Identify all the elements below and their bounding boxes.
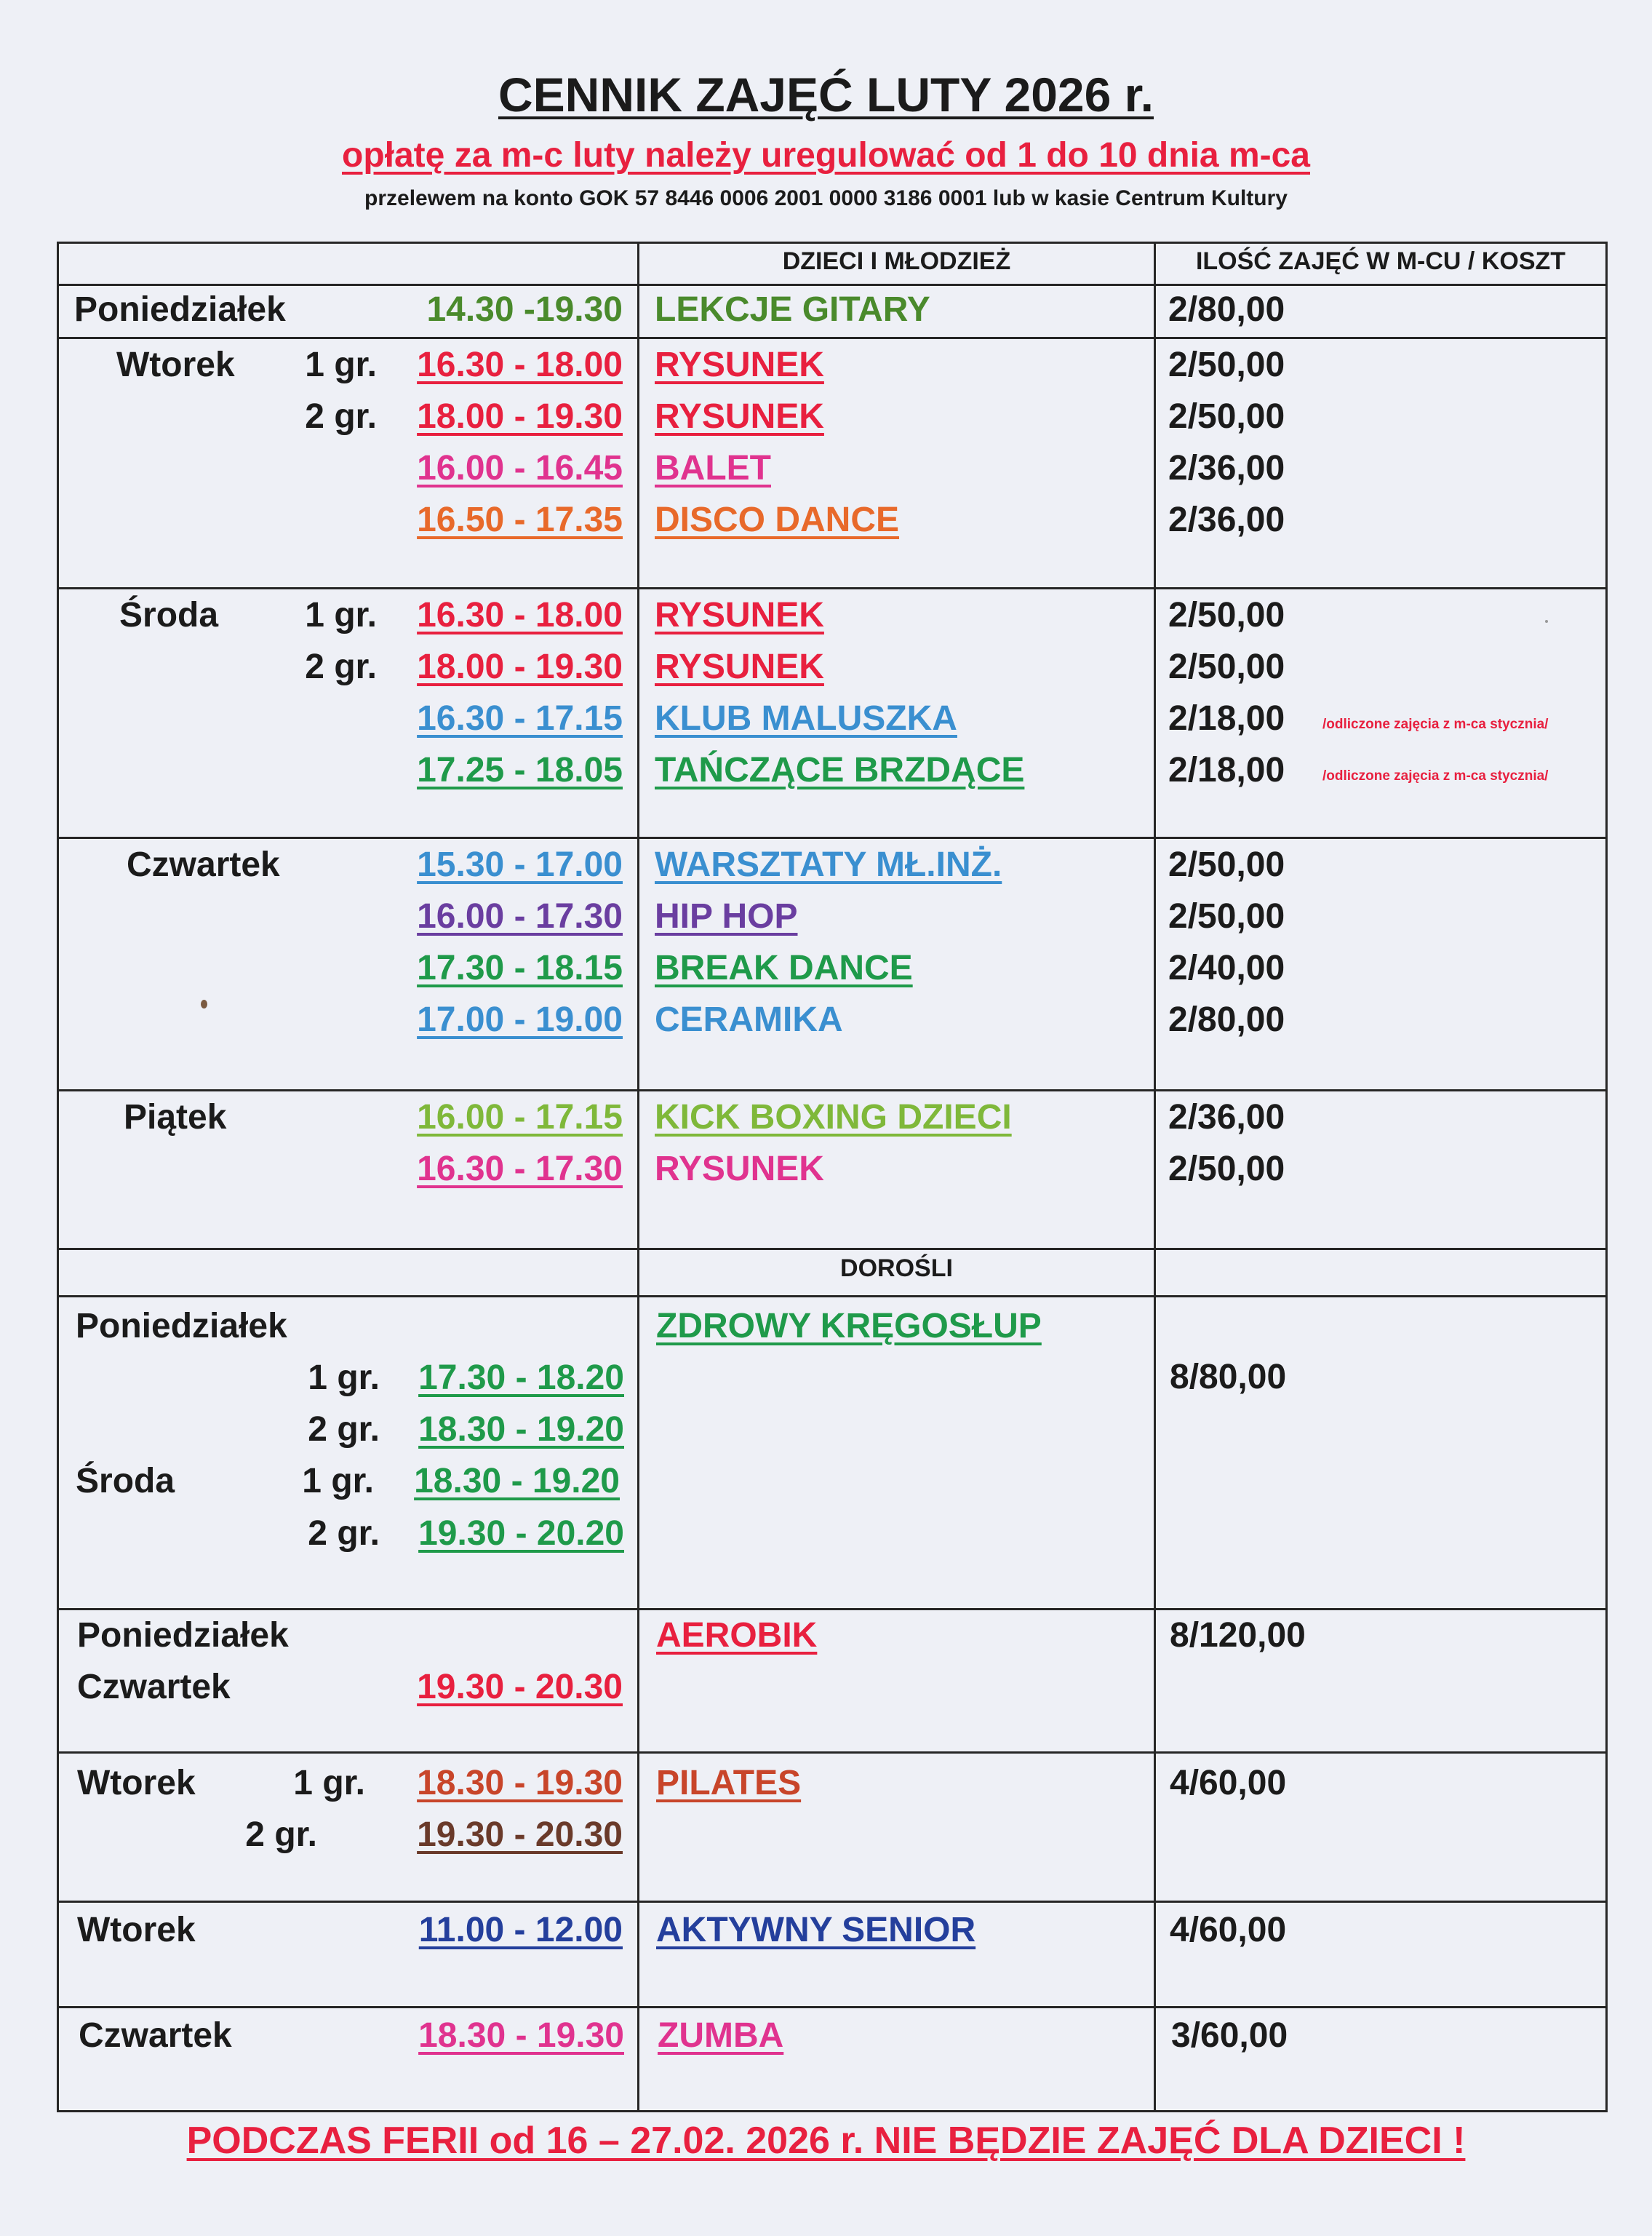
- time-slot: 16.50 - 17.35: [417, 501, 623, 539]
- day-label: Środa: [76, 1462, 175, 1500]
- group-label: 2 gr.: [305, 397, 377, 436]
- table-line: [1154, 242, 1156, 2112]
- time-slot: 17.30 - 18.20: [418, 1358, 624, 1397]
- scan-speck: [201, 1000, 207, 1008]
- activity-name: BREAK DANCE: [655, 949, 913, 987]
- group-label: 2 gr.: [305, 648, 377, 686]
- time-slot: 17.00 - 19.00: [417, 1000, 623, 1039]
- time-slot: 15.30 - 17.00: [417, 846, 623, 884]
- cost-value: 8/120,00: [1170, 1616, 1306, 1655]
- table-line: [57, 1089, 1608, 1091]
- group-label: 2 gr.: [245, 1815, 317, 1854]
- cost-value: 2/50,00: [1168, 596, 1285, 634]
- cost-value: 2/18,00: [1168, 699, 1285, 738]
- group-label: 1 gr.: [305, 346, 377, 384]
- deduction-note: /odliczone zajęcia z m-ca stycznia/: [1322, 768, 1549, 784]
- activity-name: TAŃCZĄCE BRZDĄCE: [655, 751, 1025, 789]
- cost-value: 2/40,00: [1168, 949, 1285, 987]
- cost-value: 2/50,00: [1168, 648, 1285, 686]
- scan-speck: [1545, 620, 1548, 623]
- activity-name: ZDROWY KRĘGOSŁUP: [656, 1307, 1042, 1345]
- cost-value: 4/60,00: [1170, 1911, 1287, 1949]
- time-slot: 19.30 - 20.20: [418, 1514, 624, 1553]
- day-label: Poniedziałek: [77, 1616, 289, 1655]
- table-line: [57, 2110, 1608, 2112]
- cost-value: 4/60,00: [1170, 1764, 1287, 1802]
- activity-name: RYSUNEK: [655, 596, 824, 634]
- group-label: 1 gr.: [302, 1462, 374, 1500]
- time-slot: 16.30 - 18.00: [417, 596, 623, 634]
- activity-name: KICK BOXING DZIECI: [655, 1098, 1012, 1137]
- header-children: DZIECI I MŁODZIEŻ: [782, 247, 1011, 275]
- activity-name: PILATES: [656, 1764, 802, 1802]
- group-label: 2 gr.: [308, 1514, 380, 1553]
- transfer-note: przelewem na konto GOK 57 8446 0006 2001 0000 3186 0001 lub w kasie Centrum Kultury: [364, 186, 1288, 210]
- activity-name: RYSUNEK: [655, 1150, 824, 1188]
- header-cost: ILOŚĆ ZAJĘĆ W M-CU / KOSZT: [1195, 247, 1566, 275]
- activity-name: KLUB MALUSZKA: [655, 699, 957, 738]
- time-slot: 16.30 - 17.30: [417, 1150, 623, 1188]
- page-title: CENNIK ZAJĘĆ LUTY 2026 r.: [498, 68, 1154, 122]
- time-slot: 18.30 - 19.20: [418, 1410, 624, 1449]
- cost-value: 2/36,00: [1168, 1098, 1285, 1137]
- time-slot: 16.00 - 17.30: [417, 897, 623, 936]
- day-label: Wtorek: [77, 1764, 196, 1802]
- cost-value: 2/18,00: [1168, 751, 1285, 789]
- day-label: Czwartek: [79, 2016, 232, 2055]
- table-line: [57, 1248, 1608, 1250]
- table-line: [637, 242, 639, 2112]
- day-label: Piątek: [124, 1098, 227, 1137]
- table-line: [57, 1608, 1608, 1610]
- header-adults: DOROŚLI: [840, 1254, 953, 1282]
- time-slot: 19.30 - 20.30: [417, 1668, 623, 1706]
- table-line: [57, 837, 1608, 839]
- cost-value: 2/80,00: [1168, 1000, 1285, 1039]
- table-line: [57, 1751, 1608, 1754]
- activity-name: AEROBIK: [656, 1616, 818, 1655]
- time-slot: 18.30 - 19.20: [414, 1462, 620, 1500]
- day-label: Czwartek: [127, 846, 280, 884]
- day-label: Wtorek: [77, 1911, 196, 1949]
- table-line: [57, 1901, 1608, 1903]
- cost-value: 2/50,00: [1168, 897, 1285, 936]
- day-label: Poniedziałek: [76, 1307, 287, 1345]
- time-slot: 16.00 - 17.15: [417, 1098, 623, 1137]
- activity-name: BALET: [655, 449, 771, 488]
- cost-value: 2/36,00: [1168, 449, 1285, 488]
- cost-value: 2/50,00: [1168, 846, 1285, 884]
- holiday-notice: PODCZAS FERII od 16 – 27.02. 2026 r. NIE BĘDZIE ZAJĘĆ DLA DZIECI !: [186, 2120, 1466, 2162]
- time-slot: 18.30 - 19.30: [418, 2016, 624, 2055]
- table-line: [1605, 242, 1608, 2112]
- time-slot: 18.00 - 19.30: [417, 648, 623, 686]
- day-label: Czwartek: [77, 1668, 231, 1706]
- cost-value: 8/80,00: [1170, 1358, 1287, 1396]
- activity-name: WARSZTATY MŁ.INŻ.: [655, 846, 1002, 884]
- payment-note: opłatę za m-c luty należy uregulować od 1 do 10 dnia m-ca: [342, 136, 1310, 175]
- group-label: 2 gr.: [308, 1410, 380, 1449]
- table-line: [57, 242, 1608, 244]
- cost-value: 2/80,00: [1168, 290, 1285, 329]
- cost-value: 2/36,00: [1168, 501, 1285, 539]
- cost-value: 2/50,00: [1168, 397, 1285, 436]
- time-slot: 16.30 - 18.00: [417, 346, 623, 384]
- group-label: 1 gr.: [308, 1358, 380, 1397]
- cost-value: 2/50,00: [1168, 1150, 1285, 1188]
- cost-value: 3/60,00: [1171, 2016, 1288, 2055]
- table-line: [57, 284, 1608, 286]
- activity-name: DISCO DANCE: [655, 501, 900, 539]
- activity-name: RYSUNEK: [655, 397, 824, 436]
- time-slot: 17.25 - 18.05: [417, 751, 623, 789]
- table-line: [57, 1295, 1608, 1297]
- deduction-note: /odliczone zajęcia z m-ca stycznia/: [1322, 717, 1549, 732]
- activity-name: ZUMBA: [658, 2016, 784, 2055]
- group-label: 1 gr.: [293, 1764, 365, 1802]
- time-slot: 17.30 - 18.15: [417, 949, 623, 987]
- table-line: [57, 2006, 1608, 2008]
- activity-name: CERAMIKA: [655, 1000, 843, 1039]
- time-slot: 14.30 -19.30: [426, 290, 623, 329]
- day-label: Wtorek: [116, 346, 235, 384]
- time-slot: 18.00 - 19.30: [417, 397, 623, 436]
- group-label: 1 gr.: [305, 596, 377, 634]
- time-slot: 19.30 - 20.30: [417, 1815, 623, 1854]
- activity-name: AKTYWNY SENIOR: [656, 1911, 976, 1949]
- time-slot: 11.00 - 12.00: [418, 1911, 623, 1949]
- day-label: Poniedziałek: [74, 290, 286, 329]
- time-slot: 16.00 - 16.45: [417, 449, 623, 488]
- activity-name: RYSUNEK: [655, 346, 824, 384]
- activity-name: RYSUNEK: [655, 648, 824, 686]
- table-line: [57, 587, 1608, 589]
- time-slot: 16.30 - 17.15: [417, 699, 623, 738]
- table-line: [57, 337, 1608, 339]
- time-slot: 18.30 - 19.30: [417, 1764, 623, 1802]
- activity-name: HIP HOP: [655, 897, 798, 936]
- activity-name: LEKCJE GITARY: [655, 290, 930, 329]
- day-label: Środa: [119, 596, 219, 634]
- table-line: [57, 242, 59, 2112]
- cost-value: 2/50,00: [1168, 346, 1285, 384]
